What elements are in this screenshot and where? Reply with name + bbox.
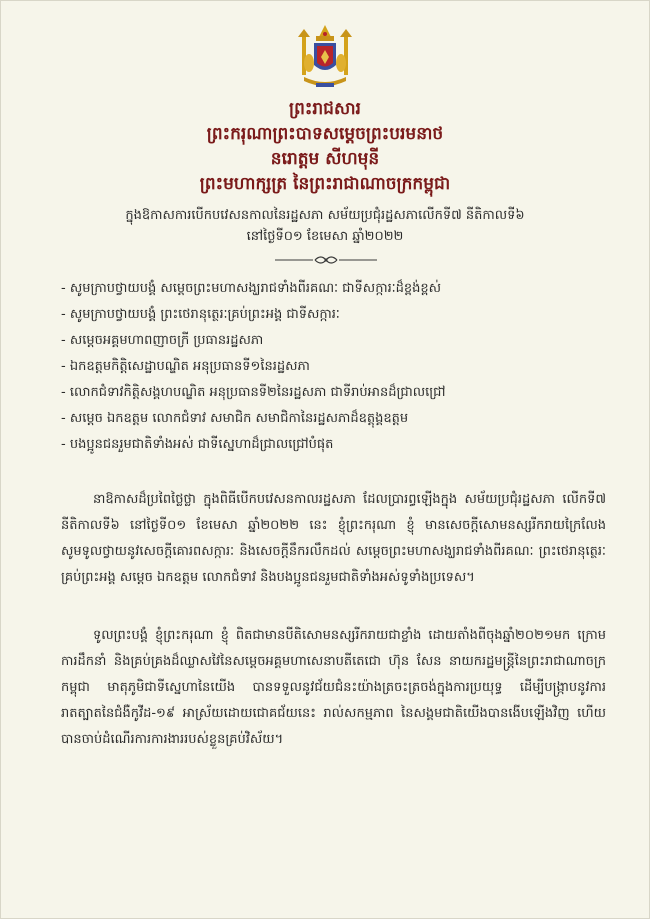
decorative-divider-icon bbox=[273, 251, 379, 263]
title-line-1: ព្រះរាជសារ bbox=[289, 99, 361, 119]
salutation-item: - សូមក្រាបថ្វាយបង្គំ ព្រះថេរានុត្ថេរៈគ្រប់ព្រះអង្គ ជាទីសក្ការៈ bbox=[61, 307, 340, 322]
body-paragraph-1 bbox=[61, 487, 606, 591]
body-paragraph-2 bbox=[61, 623, 606, 753]
salutation-item: - ឯកឧត្តមកិត្តិសេដ្ឋាបណ្ឌិត អនុប្រធានទី១នៃរដ្ឋសភា bbox=[61, 359, 310, 374]
proclamation-title bbox=[1, 97, 649, 197]
salutation-item: - បងប្អូនជនរួមជាតិទាំងអស់ ជាទីស្នេហាដ៏ជ្រាលជ្រៅបំផុត bbox=[61, 437, 334, 452]
salutation-item: - សម្តេចអគ្គមហាពញាចក្រី ប្រធានរដ្ឋសភា bbox=[61, 333, 264, 348]
salutation-item: - លោកជំទាវកិត្តិសង្គហបណ្ឌិត អនុប្រធានទី២នៃរដ្ឋសភា ជាទីរាប់អានដ៏ជ្រាលជ្រៅ bbox=[61, 385, 446, 400]
title-line-3: នរោត្តម សីហមុនី bbox=[270, 149, 380, 169]
paragraph-2-text: ទូលព្រះបង្គំ ខ្ញុំព្រះករុណា ខ្ញុំ ពិតជាមានបីតិសោមនស្សរីករាយជាខ្លាំង ដោយតាំងពីចុងឆ្នាំ២០២១មក ក្រោមការដឹកនាំ និងគ្រប់គ្រងដ៏ឈ្លាសវៃនៃសម្តេចអគ្គមហាសេនាបតីតេជោ ហ៊ុន សែន នាយករដ្ឋមន្ត្រីនៃព្រះរាជាណាចក្រកម្ពុជា មាតុភូមិជាទីស្នេហានៃយើង បានទទួលនូវជ័យជំនះយ៉ាងត្រចះត្រចង់ក្នុងការប្រយុទ្ធ ដើម្បីបង្រ្កាបនូវការរាតត្បាតនៃជំងឺកូវីដ-១៩ អាស្រ័យដោយជោគជ័យនេះ រាល់សកម្មភាព នៃសង្គមជាតិយើងបានងើបឡើងវិញ ហើយបានចាប់ដំណើរការការងាររបស់ខ្លួនគ្រប់វិស័យ។ bbox=[61, 628, 606, 747]
paragraph-1-text: នាឱកាសដ៏ប្រពៃថ្លៃថ្លា ក្នុងពិធីបើកបវេសនកាលរដ្ឋសភា ដែលប្រារព្ធឡើងក្នុង សម័យប្រជុំរដ្ឋសភា លើកទី៧ នីតិកាលទី៦ នៅថ្ងៃទី០១ ខែមេសា ឆ្នាំ២០២២ នេះ ខ្ញុំព្រះករុណា ខ្ញុំ មានសេចក្តីសោមនស្សរីករាយក្រៃលែង សូមទូលថ្វាយនូវសេចក្តីគោរពសក្ការៈ និងសេចក្តីនឹករលឹកដល់ សម្តេចព្រះមហាសង្ឃរាជទាំងពីរគណៈ ព្រះថេរានុត្ថេរៈគ្រប់ព្រះអង្គ សម្តេច ឯកឧត្តម លោកជំទាវ និងបងប្អូនជនរួមជាតិទាំងអស់ទូទាំងប្រទេស។ bbox=[61, 492, 606, 585]
emblem-graphic bbox=[294, 23, 356, 93]
royal-coat-of-arms-icon bbox=[294, 23, 356, 93]
occasion-subtitle bbox=[41, 205, 609, 247]
salutation-list bbox=[61, 278, 601, 460]
subtitle-line-1: ក្នុងឱកាសការបើកបវេសនកាលនៃរដ្ឋសភា សម័យប្រជុំរដ្ឋសភាលើកទី៧ នីតិកាលទី៦ bbox=[125, 208, 525, 223]
salutation-item: - សម្តេច ឯកឧត្តម លោកជំទាវ សមាជិក សមាជិកានៃរដ្ឋសភាដ៏ឧត្តុង្គឧត្តម bbox=[61, 411, 409, 426]
title-line-2: ព្រះករុណាព្រះបាទសម្តេចព្រះបរមនាថ bbox=[206, 124, 444, 144]
subtitle-line-2: នៅថ្ងៃទី០១ ខែមេសា ឆ្នាំ២០២២ bbox=[246, 229, 404, 244]
title-line-4: ព្រះមហាក្សត្រ នៃព្រះរាជាណាចក្រកម្ពុជា bbox=[199, 174, 451, 194]
salutation-item: - សូមក្រាបថ្វាយបង្គំ សម្តេចព្រះមហាសង្ឃរាជទាំងពីរគណៈ ជាទីសក្ការៈដ៏ខ្ពង់ខ្ពស់ bbox=[61, 281, 442, 296]
